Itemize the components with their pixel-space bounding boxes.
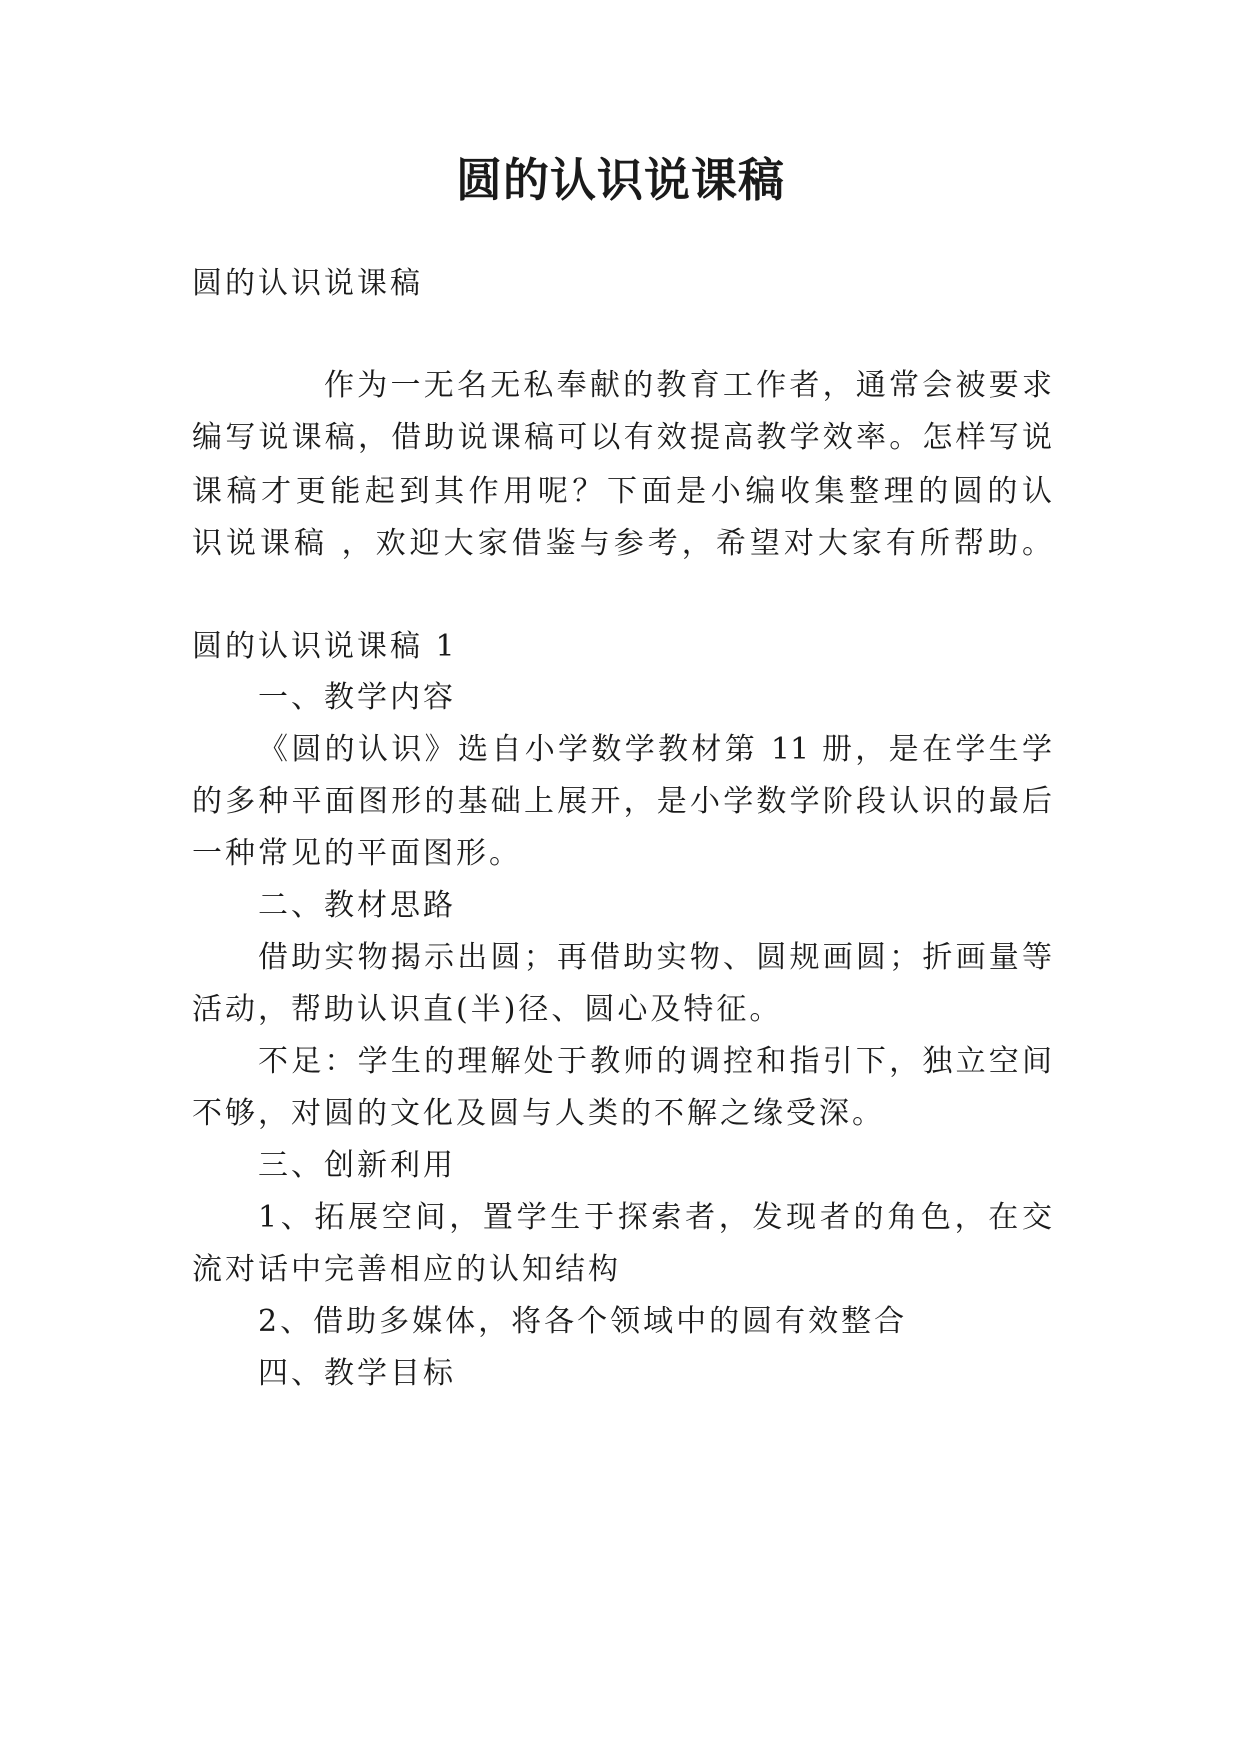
body-line: 借助实物揭示出圆；再借助实物、圆规画圆；折画量等 xyxy=(258,940,1052,975)
body-line: 2、借助多媒体，将各个领域中的圆有效整合 xyxy=(258,1304,908,1339)
section-heading: 圆的认识说课稿 1 xyxy=(192,629,458,664)
body-line: 流对话中完善相应的认知结构 xyxy=(192,1252,621,1287)
intro-paragraph-line: 编写说课稿，借助说课稿可以有效提高教学效率。怎样写说 xyxy=(192,420,1052,455)
intro-paragraph-line: 识说课稿 ，欢迎大家借鉴与参考，希望对大家有所帮助。 xyxy=(192,526,1052,561)
document-title: 圆的认识说课稿 xyxy=(456,153,785,207)
subsection-heading: 二、教材思路 xyxy=(258,888,456,923)
body-line: 的多种平面图形的基础上展开，是小学数学阶段认识的最后 xyxy=(192,784,1052,819)
document-subtitle: 圆的认识说课稿 xyxy=(192,266,423,301)
body-line: 《圆的认识》选自小学数学教材第 11 册，是在学生学 xyxy=(258,732,1052,767)
body-line: 不足：学生的理解处于教师的调控和指引下，独立空间 xyxy=(258,1044,1052,1079)
subsection-heading: 三、创新利用 xyxy=(258,1148,456,1183)
subsection-heading: 四、教学目标 xyxy=(258,1356,456,1391)
body-line: 活动，帮助认识直(半)径、圆心及特征。 xyxy=(192,992,783,1027)
body-line: 不够，对圆的文化及圆与人类的不解之缘受深。 xyxy=(192,1096,885,1131)
body-line: 1、拓展空间，置学生于探索者，发现者的角色，在交 xyxy=(258,1200,1052,1235)
intro-paragraph-line: 课稿才更能起到其作用呢？下面是小编收集整理的圆的认 xyxy=(192,474,1052,509)
subsection-heading: 一、教学内容 xyxy=(258,680,456,715)
body-line: 一种常见的平面图形。 xyxy=(192,836,522,871)
intro-paragraph-line: 作为一无名无私奉献的教育工作者，通常会被要求 xyxy=(324,368,1052,403)
